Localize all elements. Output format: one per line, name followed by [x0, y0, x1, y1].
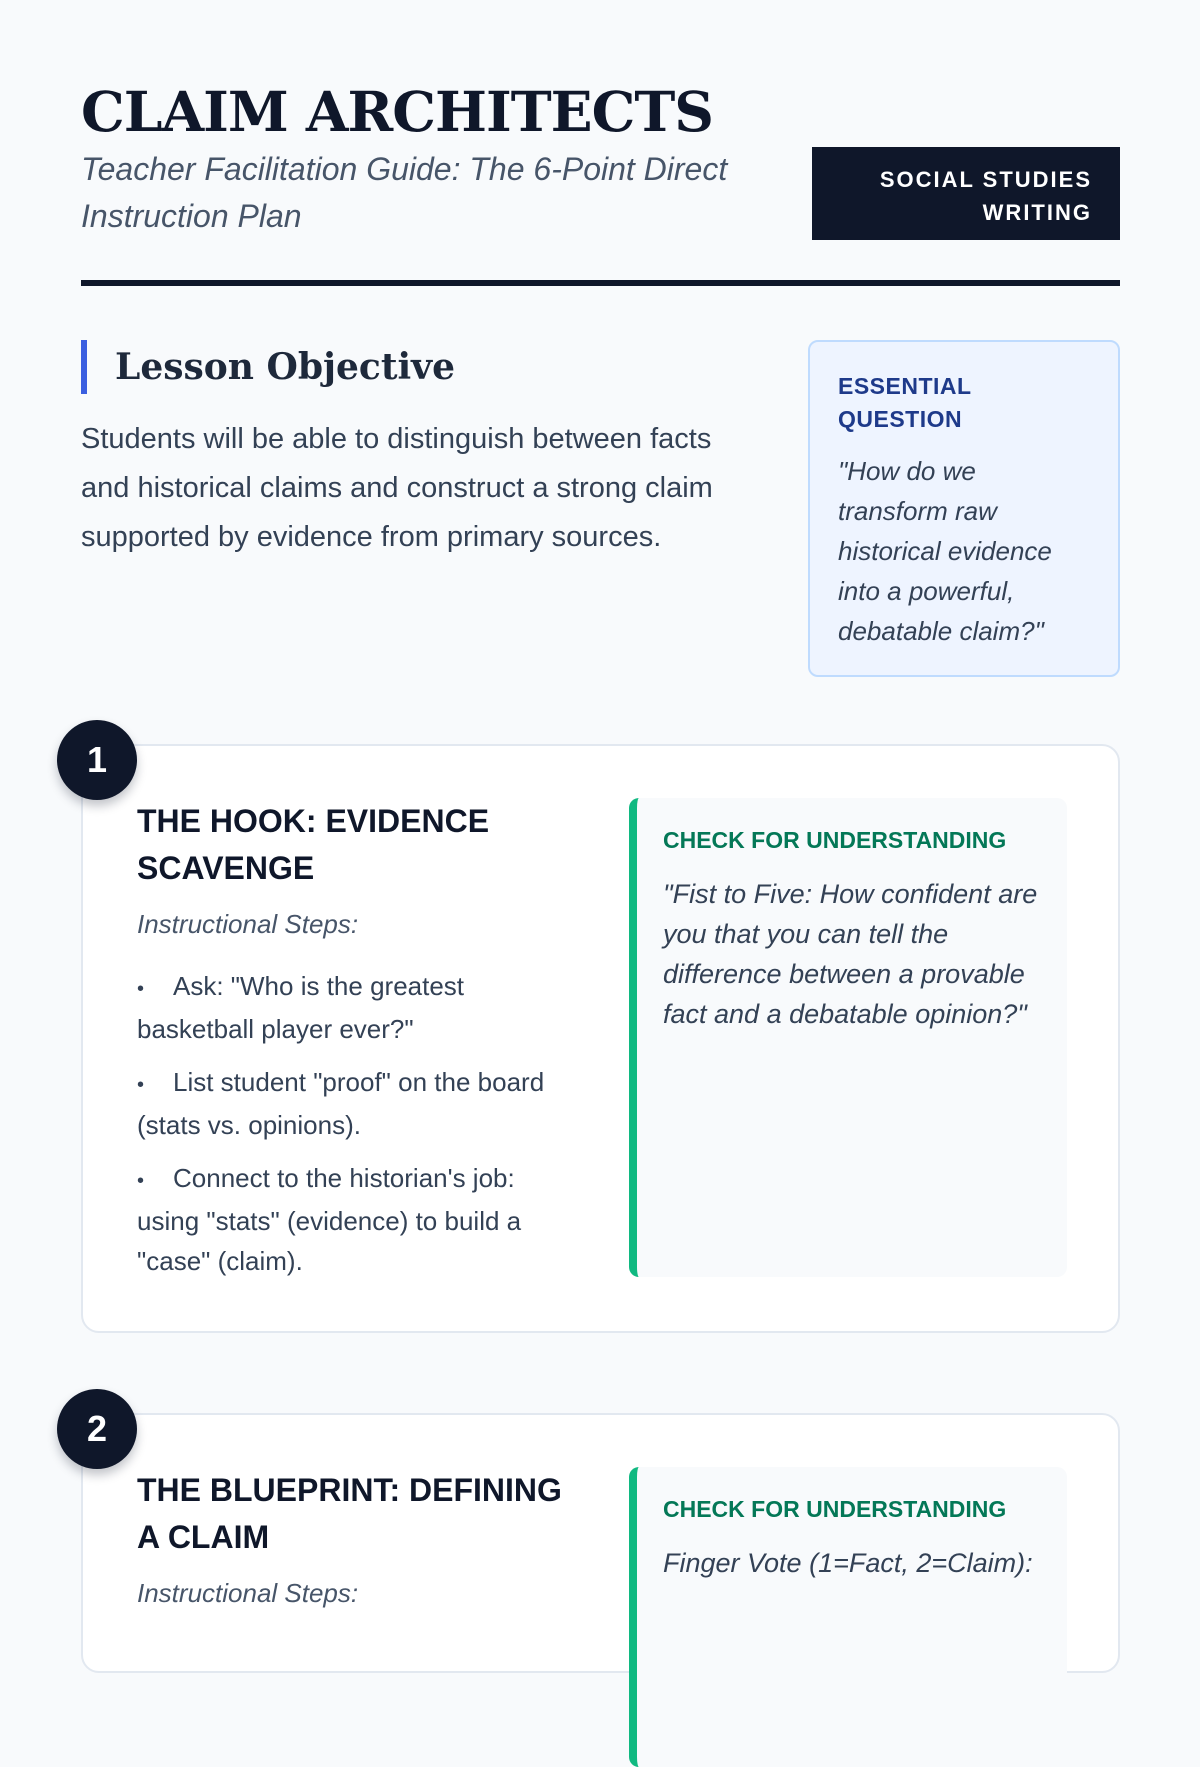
objective-heading: Lesson Objective [81, 340, 455, 394]
step-title: THE BLUEPRINT: DEFINING A CLAIM [137, 1472, 562, 1555]
page-title: CLAIM ARCHITECTS [81, 79, 713, 144]
step-content [137, 1467, 577, 1613]
cfu-label: CHECK FOR UNDERSTANDING [663, 827, 1007, 853]
step-title: THE HOOK: EVIDENCE SCAVENGE [137, 803, 490, 886]
instructional-steps-label: Instructional Steps: [137, 909, 359, 939]
list-item: • Ask: "Who is the greatest basketball player ever?" [137, 971, 465, 1044]
cfu-text: "Fist to Five: How confident are you that you can tell the difference between a provable fact and a debatable opinion?" [663, 879, 1038, 1029]
check-for-understanding-box [629, 798, 1067, 1277]
list-item: • List student "proof" on the board (stats vs. opinions). [137, 1067, 545, 1140]
list-item: • Connect to the historian's job: using "stats" (evidence) to build a "case" (claim). [137, 1163, 522, 1276]
bullet-icon: • [137, 1170, 145, 1192]
page-subtitle: Teacher Facilitation Guide: The 6-Point Direct Instruction Plan [81, 151, 728, 234]
step-number-badge: 1 [57, 720, 137, 800]
bullet-icon: • [137, 978, 145, 1000]
objective-text: Students will be able to distinguish between facts and historical claims and construct a strong claim supported by evidence from primary sources. [81, 423, 713, 553]
essential-question-label: ESSENTIAL QUESTION [838, 373, 972, 432]
header-divider [81, 280, 1120, 286]
step-card [81, 739, 1120, 1333]
step-card [81, 1408, 1120, 1673]
step-content [137, 798, 577, 1294]
bullet-icon: • [137, 1074, 145, 1096]
cfu-label: CHECK FOR UNDERSTANDING [663, 1496, 1007, 1522]
instructional-steps-list [137, 966, 577, 1281]
essential-question-box [808, 340, 1120, 677]
instructional-steps-label: Instructional Steps: [137, 1578, 359, 1608]
subject-tag: SOCIAL STUDIES WRITING [812, 147, 1120, 240]
essential-question-text: "How do we transform raw historical evidence into a powerful, debatable claim?" [838, 456, 1052, 646]
step-number-badge: 2 [57, 1389, 137, 1469]
cfu-text: Finger Vote (1=Fact, 2=Claim): [663, 1548, 1033, 1578]
check-for-understanding-box [629, 1467, 1067, 1767]
